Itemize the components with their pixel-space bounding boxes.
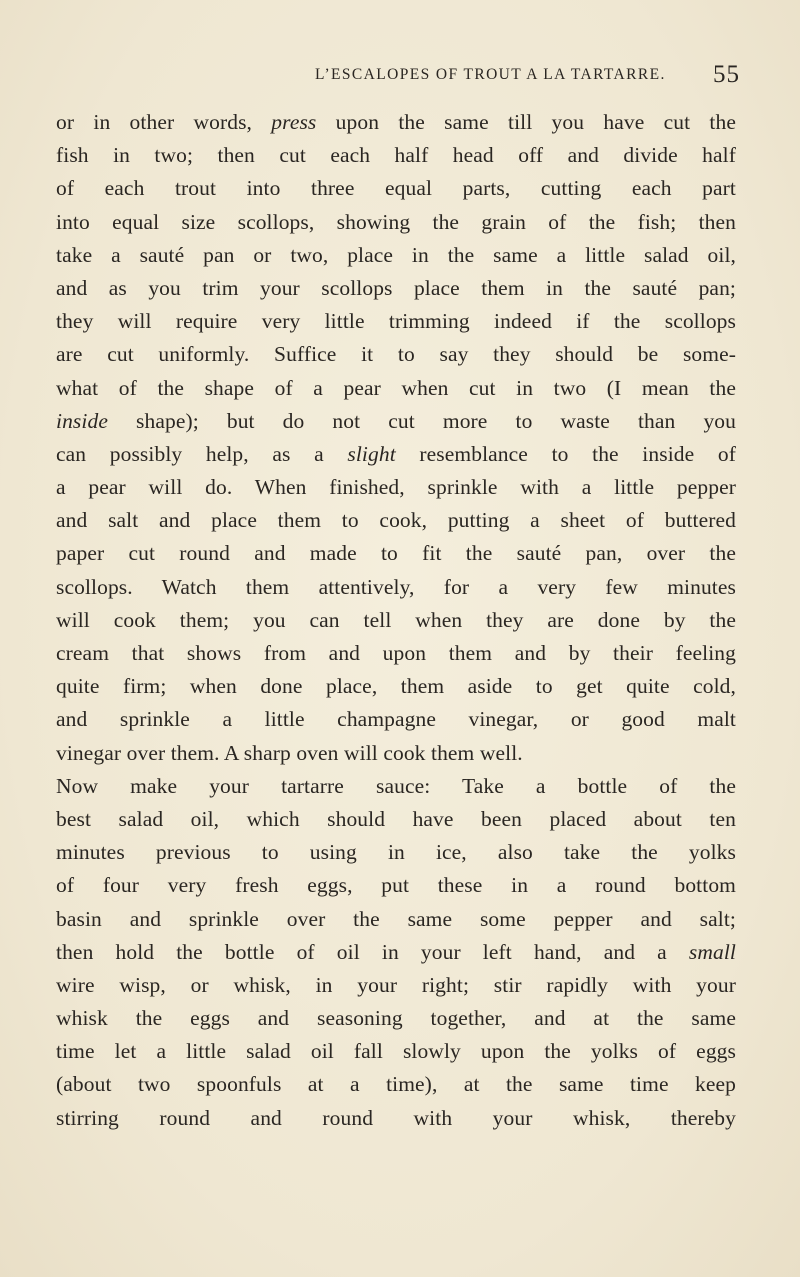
text-line	[56, 803, 736, 836]
italic-text: slight	[347, 441, 396, 466]
text-line	[56, 571, 736, 604]
text-line	[56, 139, 736, 172]
text-line	[56, 703, 736, 736]
text-run: into equal size scollops, showing the grain of the fish; then	[56, 209, 736, 234]
text-line	[56, 471, 736, 504]
text-line	[56, 305, 736, 338]
text-run: take a sauté pan or two, place in the same a little salad oil,	[56, 242, 736, 267]
text-line	[56, 969, 736, 1002]
text-run: then hold the bottle of oil in your left hand, and a	[56, 939, 689, 964]
text-run: vinegar over them. A sharp oven will cook them well.	[56, 740, 523, 765]
text-run: time let a little salad oil fall slowly upon the yolks of eggs	[56, 1039, 736, 1064]
text-run: resemblance to the inside of	[395, 441, 736, 466]
text-line	[56, 936, 736, 969]
text-run: upon the same till you have cut the	[316, 110, 737, 134]
text-line	[56, 670, 736, 703]
running-head-title: L’ESCALOPES OF TROUT A LA TARTARRE.	[315, 66, 666, 83]
text-line	[56, 1102, 736, 1135]
text-run: or in other words,	[56, 110, 272, 134]
text-line	[56, 737, 736, 770]
text-run: basin and sprinkle over the same some pepper and salt;	[56, 906, 736, 931]
text-run: quite firm; when done place, them aside to get quite cold,	[56, 674, 736, 699]
text-line	[56, 272, 736, 305]
text-run: wire wisp, or whisk, in your right; stir rapidly with your	[56, 972, 736, 997]
text-run: and as you trim your scollops place them in the sauté pan;	[56, 275, 736, 300]
text-run: they will require very little trimming indeed if the scollops	[56, 309, 736, 334]
page-number: 55	[713, 61, 740, 88]
text-line	[56, 504, 736, 537]
text-line	[56, 1068, 736, 1101]
text-run: and sprinkle a little champagne vinegar, or good malt	[56, 707, 736, 732]
body-text	[56, 106, 736, 1135]
italic-text: inside	[56, 408, 108, 433]
text-run: Now make your tartarre sauce: Take a bottle of the	[56, 773, 736, 798]
text-line	[56, 438, 736, 471]
text-run: shape); but do not cut more to waste than you	[107, 408, 736, 433]
text-run: minutes previous to using in ice, also take the yolks	[56, 840, 736, 865]
text-run: whisk the eggs and seasoning together, and at the same	[56, 1006, 736, 1031]
text-run: of each trout into three equal parts, cutting each part	[56, 176, 736, 201]
text-run: cream that shows from and upon them and by their feeling	[56, 641, 736, 665]
text-run: will cook them; you can tell when they are done by the	[56, 607, 736, 632]
text-line	[56, 637, 736, 670]
text-run: stirring round and round with your whisk, thereby	[56, 1105, 736, 1130]
text-run: what of the shape of a pear when cut in two (I mean the	[56, 375, 736, 400]
text-line	[56, 206, 736, 239]
running-head	[0, 61, 800, 96]
text-run: of four very fresh eggs, put these in a round bottom	[56, 873, 736, 898]
text-line	[56, 869, 736, 902]
text-line	[56, 338, 736, 371]
text-run: a pear will do. When finished, sprinkle with a little pepper	[56, 475, 736, 500]
text-run: can possibly help, as a	[56, 441, 348, 466]
text-line	[56, 903, 736, 936]
text-line	[56, 106, 736, 139]
text-run: paper cut round and made to fit the sauté pan, over the	[56, 541, 736, 566]
text-line	[56, 372, 736, 405]
text-line	[56, 836, 736, 869]
text-line	[56, 239, 736, 272]
text-run: scollops. Watch them attentively, for a very few minutes	[56, 574, 736, 599]
text-run: are cut uniformly. Suffice it to say they should be some-	[56, 342, 736, 367]
text-run: and salt and place them to cook, putting a sheet of buttered	[56, 508, 736, 533]
text-run: fish in two; then cut each half head off and divide half	[56, 143, 736, 168]
italic-text: small	[688, 939, 736, 964]
text-line	[56, 1002, 736, 1035]
text-run: best salad oil, which should have been placed about ten	[56, 806, 736, 831]
text-line	[56, 537, 736, 570]
text-line	[56, 405, 736, 438]
text-line	[56, 770, 736, 803]
text-line	[56, 172, 736, 205]
text-line	[56, 1035, 736, 1068]
italic-text: press	[271, 110, 317, 134]
text-run: (about two spoonfuls at a time), at the same time keep	[56, 1072, 736, 1097]
text-line	[56, 604, 736, 637]
